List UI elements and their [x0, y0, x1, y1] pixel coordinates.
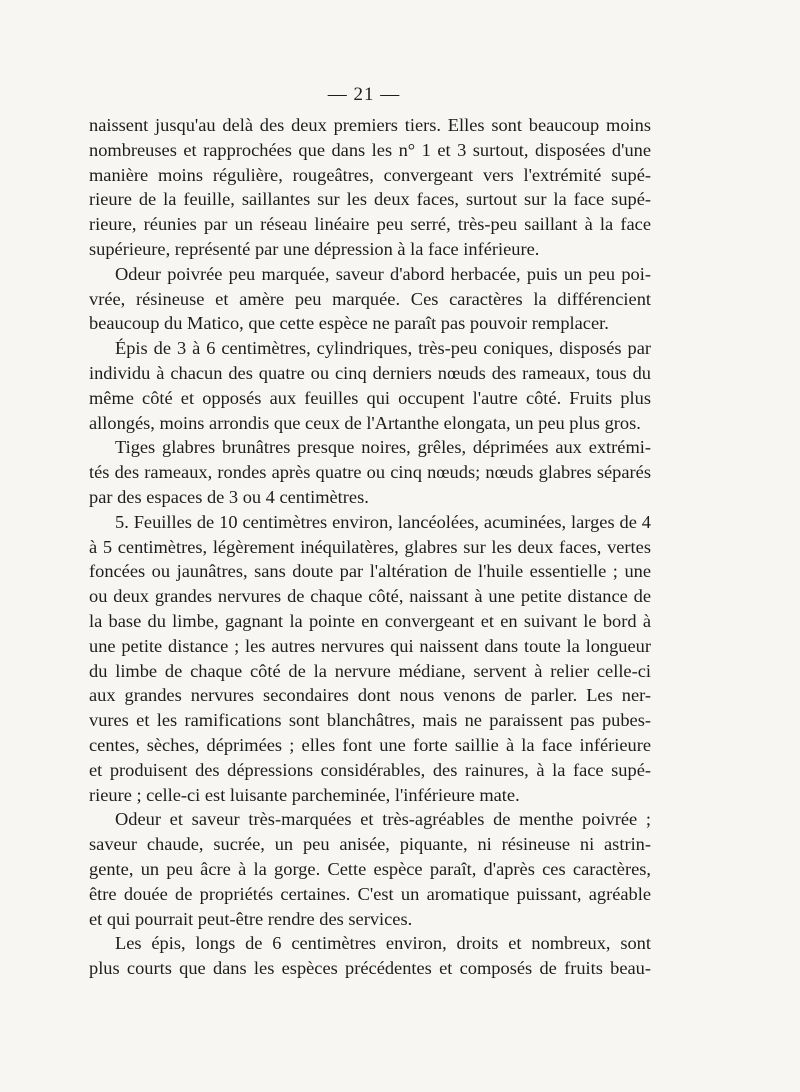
text-line: une petite distance ; les autres nervures qui naissent dans toute la longueur	[89, 635, 651, 656]
text-line: et qui pourrait peut-être rendre des services.	[89, 908, 413, 929]
text-line: 5. Feuilles de 10 centimètres environ, lancéolées, acuminées, larges de 4	[115, 511, 651, 532]
text-line: même côté et opposés aux feuilles qui occupent l'autre côté. Fruits plus	[89, 387, 651, 408]
text-line: manière moins régulière, rougeâtres, convergeant vers l'extrémité supé-	[89, 164, 651, 185]
text-line: du limbe de chaque côté de la nervure médiane, servent à relier celle-ci	[89, 660, 651, 681]
text-line: et produisent des dépressions considérables, des rainures, à la face supé-	[89, 759, 651, 780]
text-line: gente, un peu âcre à la gorge. Cette espèce paraît, d'après ces caractères,	[89, 858, 651, 879]
text-line: être douée de propriétés certaines. C'est un aromatique puissant, agréable	[89, 883, 651, 904]
text-line: beaucoup du Matico, que cette espèce ne paraît pas pouvoir remplacer.	[89, 313, 609, 334]
text-line: aux grandes nervures secondaires dont nous venons de parler. Les ner-	[89, 685, 651, 706]
page-number: — 21 —	[327, 84, 401, 105]
text-line: à 5 centimètres, légèrement inéquilatères, glabres sur les deux faces, vertes	[89, 536, 651, 557]
text-line: supérieure, représenté par une dépression à la face inférieure.	[89, 238, 540, 259]
text-line: rieure ; celle-ci est luisante parcheminée, l'inférieure mate.	[89, 784, 520, 805]
text-line: centes, sèches, déprimées ; elles font une forte saillie à la face inférieure	[89, 734, 651, 755]
text-line: la base du limbe, gagnant la pointe en convergeant et en suivant le bord à	[89, 610, 651, 631]
text-line: naissent jusqu'au delà des deux premiers tiers. Elles sont beaucoup moins	[89, 115, 651, 135]
text-line: vrée, résineuse et amère peu marquée. Ces caractères la différencient	[89, 288, 651, 309]
text-line: individu à chacun des quatre ou cinq derniers nœuds des rameaux, tous du	[89, 362, 651, 383]
text-line: allongés, moins arrondis que ceux de l'Artanthe elongata, un peu plus gros.	[89, 412, 641, 433]
text-line: rieure, réunies par un réseau linéaire peu serré, très-peu saillant à la face	[89, 214, 651, 235]
text-line: plus courts que dans les espèces précédentes et composés de fruits beau-	[89, 958, 651, 979]
text-line: Les épis, longs de 6 centimètres environ, droits et nombreux, sont	[115, 933, 651, 954]
body-text	[89, 113, 651, 981]
text-line: ou deux grandes nervures de chaque côté, naissant à une petite distance de	[89, 586, 651, 607]
text-line: Tiges glabres brunâtres presque noires, grêles, déprimées aux extrémi-	[115, 437, 651, 458]
text-line: rieure de la feuille, saillantes sur les deux faces, surtout sur la face supé-	[89, 189, 651, 210]
text-line: tés des rameaux, rondes après quatre ou cinq nœuds; nœuds glabres séparés	[89, 462, 651, 483]
text-line: Épis de 3 à 6 centimètres, cylindriques, très-peu coniques, disposés par	[115, 338, 651, 359]
text-line: foncées ou jaunâtres, sans doute par l'altération de l'huile essentielle ; une	[89, 561, 651, 582]
text-line: saveur chaude, sucrée, un peu anisée, piquante, ni résineuse ni astrin-	[89, 834, 651, 855]
text-line: nombreuses et rapprochées que dans les n° 1 et 3 surtout, disposées d'une	[89, 139, 651, 160]
text-line: Odeur poivrée peu marquée, saveur d'abord herbacée, puis un peu poi-	[115, 263, 651, 284]
text-line: par des espaces de 3 ou 4 centimètres.	[89, 486, 369, 507]
text-line: Odeur et saveur très-marquées et très-agréables de menthe poivrée ;	[115, 809, 651, 830]
text-line: vures et les ramifications sont blanchâtres, mais ne paraissent pas pubes-	[89, 710, 651, 731]
